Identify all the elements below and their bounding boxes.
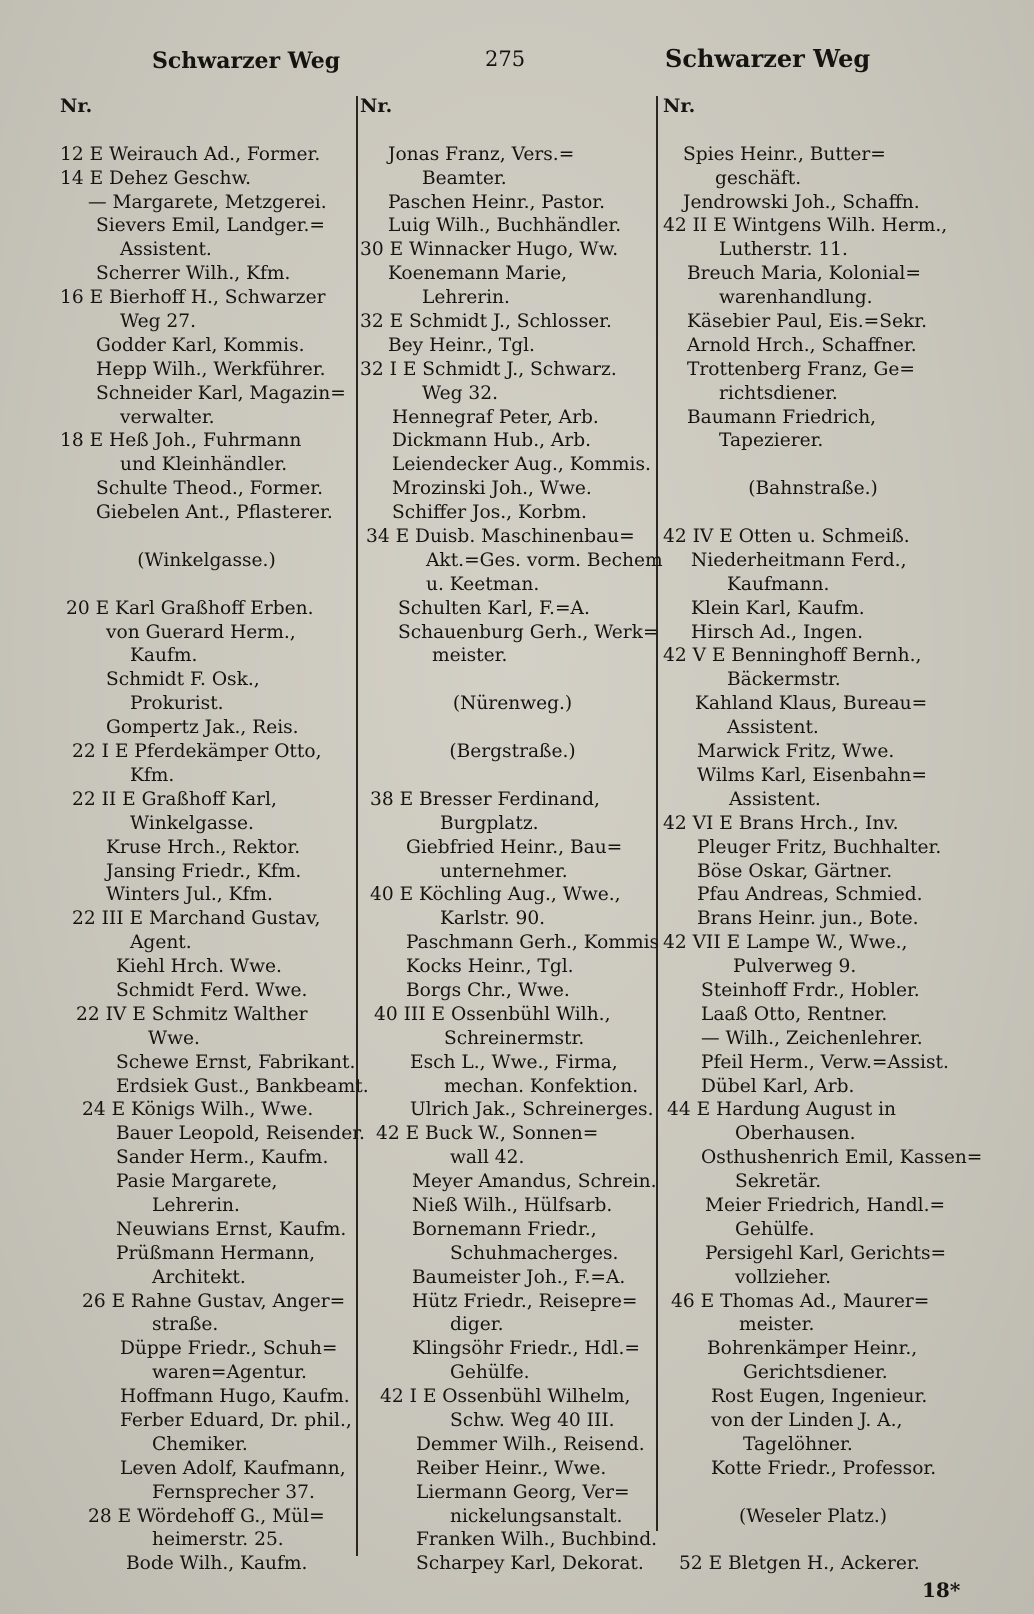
directory-entry-line: Arnold Hrch., Schaffner. [687, 334, 917, 356]
directory-entry-line: 42 VII E Lampe W., Wwe., [663, 932, 908, 954]
directory-entry-line: Osthushenrich Emil, Kassen= [701, 1147, 983, 1169]
directory-entry-line: richtsdiener. [719, 382, 838, 404]
directory-entry-line: Schiffer Jos., Korbm. [392, 502, 587, 524]
directory-entry-line: Hirsch Ad., Ingen. [691, 621, 864, 643]
directory-entry-line: Sekretär. [735, 1171, 822, 1193]
spacer [663, 1528, 963, 1552]
directory-entry-line: Kocks Heinr., Tgl. [406, 956, 574, 978]
directory-entry-line: Burgplatz. [440, 812, 539, 834]
directory-entry-line: Ulrich Jak., Schreinerges. [410, 1099, 654, 1121]
directory-entry-line: Kahland Klaus, Bureau= [695, 693, 928, 715]
directory-entry-line: 42 I E Ossenbühl Wilhelm, [380, 1386, 631, 1408]
directory-entry-line: Mrozinski Joh., Wwe. [392, 478, 592, 500]
directory-entry-line: Koenemann Marie, [388, 263, 568, 285]
directory-entry-line: Winters Jul., Kfm. [106, 884, 273, 906]
spacer [360, 764, 665, 788]
directory-entry-line: 46 E Thomas Ad., Maurer= [671, 1290, 930, 1312]
directory-entry-line: Tagelöhner. [743, 1433, 853, 1455]
directory-entry-line: Schewe Ernst, Fabrikant. [116, 1051, 356, 1073]
directory-entry-line: u. Keetman. [426, 573, 540, 595]
directory-entry-line: Wwe. [148, 1027, 200, 1049]
directory-entry-line: heimerstr. 25. [152, 1529, 284, 1551]
directory-entry-line: Meier Friedrich, Handl.= [705, 1194, 946, 1216]
directory-entry-line: Godder Karl, Kommis. [96, 334, 305, 356]
directory-entry-line: Bode Wilh., Kaufm. [126, 1553, 308, 1575]
directory-entry-line: Weg 27. [120, 311, 196, 333]
directory-entry-line: Agent. [130, 932, 192, 954]
directory-entry-line: 24 E Königs Wilh., Wwe. [82, 1099, 314, 1121]
directory-entry-line: Assistent. [727, 717, 819, 739]
directory-entry-line: 44 E Hardung August in [667, 1099, 897, 1121]
directory-entry-line: Schuhmacherges. [450, 1242, 619, 1264]
directory-entry-line: Beamter. [422, 167, 507, 189]
directory-entry-line: 42 II E Wintgens Wilh. Herm., [663, 215, 948, 237]
directory-entry-line: 52 E Bletgen H., Ackerer. [679, 1553, 920, 1575]
directory-entry-line: Bey Heinr., Tgl. [388, 334, 535, 356]
directory-entry-line: — Wilh., Zeichenlehrer. [701, 1027, 923, 1049]
directory-entry-line: Chemiker. [152, 1433, 248, 1455]
column-header: Nr. [60, 95, 93, 117]
directory-entry-line: unternehmer. [440, 860, 568, 882]
directory-entry-line: von der Linden J. A., [711, 1409, 903, 1431]
directory-entry-line: Giebfried Heinr., Bau= [406, 836, 623, 858]
directory-entry-line: 22 III E Marchand Gustav, [72, 908, 321, 930]
directory-entry-line: Luig Wilh., Buchhändler. [388, 215, 622, 237]
directory-entry-line: Klingsöhr Friedr., Hdl.= [412, 1338, 640, 1360]
directory-entry-line: verwalter. [120, 406, 215, 428]
directory-entry-line: Scherrer Wilh., Kfm. [96, 263, 291, 285]
directory-entry-line: Pleuger Fritz, Buchhalter. [697, 836, 942, 858]
directory-entry-line: Niederheitmann Ferd., [691, 549, 907, 571]
spacer [663, 1481, 963, 1505]
directory-entry-line: Jansing Friedr., Kfm. [106, 860, 302, 882]
directory-entry-line: Klein Karl, Kaufm. [691, 597, 865, 619]
directory-entry-line: Prüßmann Hermann, [116, 1242, 316, 1264]
directory-entry-line: Pfeil Herm., Verw.=Assist. [701, 1051, 949, 1073]
directory-entry-line: meister. [739, 1314, 815, 1336]
directory-entry-line: 42 E Buck W., Sonnen= [376, 1123, 599, 1145]
spacer [60, 573, 353, 597]
directory-entry-line: Käsebier Paul, Eis.=Sekr. [687, 311, 927, 333]
directory-entry-line: Bohrenkämper Heinr., [707, 1338, 918, 1360]
directory-entry-line: Rost Eugen, Ingenieur. [711, 1386, 928, 1408]
directory-entry-line: Lutherstr. 11. [719, 239, 848, 261]
directory-entry-line: Schneider Karl, Magazin= [96, 382, 346, 404]
directory-entry-line: nickelungsanstalt. [450, 1505, 623, 1527]
directory-entry-line: 42 IV E Otten u. Schmeiß. [663, 526, 910, 548]
street-section-heading: (Bahnstraße.) [748, 478, 878, 500]
directory-entry-line: Schulten Karl, F.=A. [398, 597, 590, 619]
directory-entry-line: Schmidt F. Osk., [106, 669, 260, 691]
directory-entry-line: Trottenberg Franz, Ge= [687, 358, 915, 380]
directory-entry-line: Oberhausen. [735, 1123, 856, 1145]
page-number: 275 [485, 47, 526, 71]
directory-entry-line: Sander Herm., Kaufm. [116, 1147, 329, 1169]
directory-entry-line: 22 I E Pferdekämper Otto, [72, 741, 322, 763]
spacer [663, 453, 963, 477]
directory-entry-line: Pfau Andreas, Schmied. [697, 884, 923, 906]
directory-entry-line: 30 E Winnacker Hugo, Ww. [360, 239, 619, 261]
directory-entry-line: 40 E Köchling Aug., Wwe., [370, 884, 621, 906]
directory-entry-line: Kaufmann. [727, 573, 830, 595]
directory-entry-line: Wilms Karl, Eisenbahn= [697, 764, 927, 786]
directory-entry-line: Kotte Friedr., Professor. [711, 1457, 937, 1479]
directory-entry-line: Borgs Chr., Wwe. [406, 979, 570, 1001]
directory-entry-line: Hepp Wilh., Werkführer. [96, 358, 326, 380]
directory-entry-line: 38 E Bresser Ferdinand, [370, 788, 600, 810]
directory-entry-line: von Guerard Herm., [106, 621, 296, 643]
directory-entry-line: 14 E Dehez Geschw. [60, 167, 252, 189]
directory-entry-line: Liermann Georg, Ver= [416, 1481, 630, 1503]
directory-entry-line: 42 V E Benninghoff Bernh., [663, 645, 922, 667]
directory-entry-line: 42 VI E Brans Hrch., Inv. [663, 812, 899, 834]
directory-entry-line: 22 II E Graßhoff Karl, [72, 788, 277, 810]
directory-entry-line: Schulte Theod., Former. [96, 478, 324, 500]
directory-entry-line: Architekt. [152, 1266, 246, 1288]
directory-entry-line: Kiehl Hrch. Wwe. [116, 956, 282, 978]
directory-entry-line: Schw. Weg 40 III. [450, 1409, 615, 1431]
directory-entry-line: Gehülfe. [450, 1362, 530, 1384]
spacer [663, 119, 963, 143]
directory-entry-line: Persigehl Karl, Gerichts= [705, 1242, 947, 1264]
directory-entry-line: 18 E Heß Joh., Fuhrmann [60, 430, 302, 452]
directory-entry-line: Kfm. [130, 764, 175, 786]
street-section-heading: (Nürenweg.) [452, 693, 573, 715]
directory-entry-line: meister. [432, 645, 508, 667]
directory-entry-line: Sievers Emil, Landger.= [96, 215, 326, 237]
directory-entry-line: Giebelen Ant., Pflasterer. [96, 502, 333, 524]
directory-entry-line: Gehülfe. [735, 1218, 815, 1240]
directory-entry-line: Karlstr. 90. [440, 908, 546, 930]
column-1 [60, 95, 369, 1576]
directory-entry-line: Leiendecker Aug., Kommis. [392, 454, 651, 476]
directory-entry-line: Spies Heinr., Butter= [683, 143, 886, 165]
directory-entry-line: Lehrerin. [422, 287, 510, 309]
directory-entry-line: Nieß Wilh., Hülfsarb. [412, 1194, 613, 1216]
spacer [663, 501, 963, 525]
directory-entry-line: Tapezierer. [719, 430, 824, 452]
column-divider [356, 96, 358, 1556]
directory-entry-line: und Kleinhändler. [120, 454, 288, 476]
directory-entry-line: Marwick Fritz, Wwe. [697, 741, 895, 763]
directory-entry-line: Bauer Leopold, Reisender. [116, 1123, 365, 1145]
directory-entry-line: Gompertz Jak., Reis. [106, 717, 299, 739]
signature-mark: 18* [922, 1578, 961, 1602]
directory-entry-line: Ferber Eduard, Dr. phil., [120, 1409, 352, 1431]
directory-entry-line: Hennegraf Peter, Arb. [392, 406, 599, 428]
directory-entry-line: 20 E Karl Graßhoff Erben. [66, 597, 314, 619]
directory-entry-line: Schmidt Ferd. Wwe. [116, 979, 308, 1001]
directory-entry-line: Hütz Friedr., Reisepre= [412, 1290, 638, 1312]
directory-entry-line: Schauenburg Gerh., Werk= [398, 621, 659, 643]
directory-entry-line: Scharpey Karl, Dekorat. [416, 1553, 644, 1575]
spacer [360, 668, 665, 692]
street-section-heading: (Winkelgasse.) [137, 549, 276, 571]
directory-entry-line: Pasie Margarete, [116, 1171, 278, 1193]
directory-entry-line: 12 E Weirauch Ad., Former. [60, 143, 321, 165]
directory-entry-line: — Margarete, Metzgerei. [88, 191, 327, 213]
directory-entry-line: straße. [152, 1314, 219, 1336]
directory-entry-line: Neuwians Ernst, Kaufm. [116, 1218, 347, 1240]
directory-entry-line: 26 E Rahne Gustav, Anger= [82, 1290, 346, 1312]
directory-entry-line: 32 I E Schmidt J., Schwarz. [360, 358, 617, 380]
directory-entry-line: Weg 32. [422, 382, 498, 404]
directory-entry-line: Erdsiek Gust., Bankbeamt. [116, 1075, 369, 1097]
directory-entry-line: vollzieher. [735, 1266, 832, 1288]
running-head-left: Schwarzer Weg [152, 48, 341, 74]
directory-entry-line: Bäckermstr. [727, 669, 841, 691]
directory-entry-line: Jonas Franz, Vers.= [388, 143, 575, 165]
column-header: Nr. [360, 95, 393, 117]
directory-entry-line: Prokurist. [130, 693, 224, 715]
directory-entry-line: Lehrerin. [152, 1194, 240, 1216]
directory-entry-line: 34 E Duisb. Maschinenbau= [366, 526, 635, 548]
directory-entry-line: Baumeister Joh., F.=A. [412, 1266, 626, 1288]
directory-entry-line: Assistent. [120, 239, 212, 261]
directory-entry-line: Akt.=Ges. vorm. Bechem [426, 549, 663, 571]
directory-entry-line: Dübel Karl, Arb. [701, 1075, 855, 1097]
spacer [360, 716, 665, 740]
directory-entry-line: Jendrowski Joh., Schaffn. [683, 191, 920, 213]
directory-entry-line: Kaufm. [130, 645, 198, 667]
directory-entry-line: mechan. Konfektion. [444, 1075, 639, 1097]
directory-entry-line: Hoffmann Hugo, Kaufm. [120, 1386, 350, 1408]
directory-entry-line: 22 IV E Schmitz Walther [76, 1003, 308, 1025]
directory-entry-line: waren=Agentur. [152, 1362, 307, 1384]
directory-entry-line: Dickmann Hub., Arb. [392, 430, 592, 452]
directory-entry-line: Brans Heinr. jun., Bote. [697, 908, 919, 930]
spacer [360, 119, 665, 143]
directory-entry-line: Gerichtsdiener. [743, 1362, 888, 1384]
running-head-right: Schwarzer Weg [665, 44, 871, 73]
column-header: Nr. [663, 95, 696, 117]
directory-entry-line: Reiber Heinr., Wwe. [416, 1457, 607, 1479]
directory-entry-line: Paschen Heinr., Pastor. [388, 191, 606, 213]
directory-entry-line: Steinhoff Frdr., Hobler. [701, 979, 920, 1001]
directory-entry-line: Düppe Friedr., Schuh= [120, 1338, 338, 1360]
street-section-heading: (Bergstraße.) [449, 741, 576, 763]
directory-entry-line: Fernsprecher 37. [152, 1481, 315, 1503]
directory-entry-line: Bornemann Friedr., [412, 1218, 597, 1240]
directory-entry-line: Esch L., Wwe., Firma, [410, 1051, 618, 1073]
directory-entry-line: Kruse Hrch., Rektor. [106, 836, 301, 858]
spacer [60, 119, 353, 143]
page-header [60, 44, 970, 84]
directory-entry-line: 28 E Wördehoff G., Mül= [88, 1505, 325, 1527]
directory-entry-line: Breuch Maria, Kolonial= [687, 263, 921, 285]
directory-entry-line: Demmer Wilh., Reisend. [416, 1433, 645, 1455]
directory-entry-line: Winkelgasse. [130, 812, 254, 834]
directory-entry-line: Baumann Friedrich, [687, 406, 877, 428]
directory-entry-line: Schreinermstr. [444, 1027, 585, 1049]
directory-entry-line: Meyer Amandus, Schrein. [412, 1171, 657, 1193]
street-section-heading: (Weseler Platz.) [738, 1505, 888, 1527]
directory-entry-line: wall 42. [450, 1147, 525, 1169]
directory-entry-line: diger. [450, 1314, 504, 1336]
directory-entry-line: Laaß Otto, Rentner. [701, 1003, 888, 1025]
column-3 [663, 95, 983, 1576]
directory-entry-line: warenhandlung. [719, 287, 873, 309]
directory-entry-line: geschäft. [715, 167, 802, 189]
directory-entry-line: 32 E Schmidt J., Schlosser. [360, 311, 612, 333]
directory-entry-line: Assistent. [729, 788, 821, 810]
directory-entry-line: Pulverweg 9. [733, 956, 857, 978]
column-2 [360, 95, 665, 1576]
directory-entry-line: Paschmann Gerh., Kommis [406, 932, 660, 954]
directory-entry-line: Leven Adolf, Kaufmann, [120, 1457, 346, 1479]
directory-entry-line: Böse Oskar, Gärtner. [697, 860, 893, 882]
directory-entry-line: Franken Wilh., Buchbind. [416, 1529, 658, 1551]
spacer [60, 525, 353, 549]
directory-entry-line: 16 E Bierhoff H., Schwarzer [60, 287, 326, 309]
directory-entry-line: 40 III E Ossenbühl Wilh., [374, 1003, 611, 1025]
